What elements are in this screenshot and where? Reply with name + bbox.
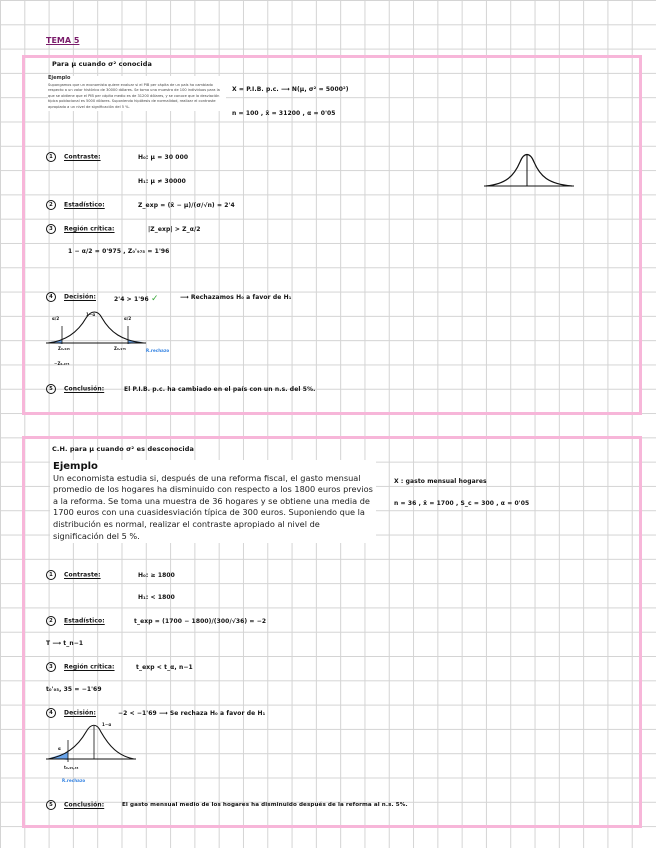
s1-diagram-right-crit: Z₀.₉₇₅ — [114, 346, 127, 351]
s1-diagram-left-crit-value: −Z₀.₉₇₅ — [54, 361, 70, 366]
s2-step-2-line-1: t_exp = (1700 − 1800)/(300/√36) = −2 — [134, 618, 267, 625]
s2-step-1-number: 1 — [46, 570, 56, 580]
s2-step-2-number: 2 — [46, 616, 56, 626]
s2-diagram-tail: α — [58, 746, 61, 751]
s2-step-1-line-2: H₁: < 1800 — [138, 594, 175, 601]
s2-rejection-region-diagram — [46, 720, 136, 764]
s1-step-3-line-2: 1 − α/2 = 0'975 , Z₀'₉₇₅ = 1'96 — [68, 248, 170, 255]
section-2-example-label: Ejemplo — [53, 461, 98, 472]
s1-step-2-line-1: Z_exp = (x̄ − μ)/(σ/√n) = 2'4 — [138, 202, 235, 209]
s2-step-5-line-1: El gasto mensual medio de los hogares ha disminuido después de la reforma al n.s. 5%. — [122, 802, 408, 808]
section-2-heading: C.H. para μ cuando σ² es desconocida — [52, 445, 195, 453]
s2-step-3-line-1: t_exp < t_α, n−1 — [136, 664, 193, 671]
s2-diagram-crit: t₀.₀₅,₃₅ — [64, 765, 79, 770]
s2-step-3-label: Región crítica: — [64, 663, 115, 671]
section-2-example — [50, 460, 376, 543]
s1-step-1-line-2: H₁: μ ≠ 30000 — [138, 178, 186, 185]
s2-given-2: n = 36 , x̄ = 1700 , S_c = 300 , α = 0'05 — [394, 500, 530, 507]
s2-step-3-number: 3 — [46, 662, 56, 672]
s1-diagram-center: 1−α — [86, 312, 96, 317]
s2-step-2-line-2: T ⟶ t_n−1 — [46, 640, 84, 647]
s1-step-2-number: 2 — [46, 200, 56, 210]
s2-step-1 — [46, 570, 101, 580]
s2-diagram-center: 1−α — [102, 722, 112, 727]
s1-step-2-label: Estadístico: — [64, 201, 105, 209]
s1-step-5-number: 5 — [46, 384, 56, 394]
page-title: TEMA 5 — [46, 36, 80, 45]
s2-step-4 — [46, 708, 96, 718]
s1-diagram-rejection-label: R.rechazo — [146, 348, 170, 353]
s1-rejection-region-diagram — [46, 306, 146, 346]
s1-normal-curve-sketch — [484, 146, 574, 192]
s2-step-2-label: Estadístico: — [64, 617, 105, 625]
s1-step-3-label: Región crítica: — [64, 225, 115, 233]
s1-diagram-left-crit: Z₀.₀₂₅ — [58, 346, 71, 351]
section-2-example-text: Un economista estudia si, después de una reforma fiscal, el gasto mensual promedio de los hogares ha disminuido con respecto a los 1800 euros previos a la reforma. Se toma una muestra de 36 hogares y se obtiene una media de 1700 euros con una cuasidesviación típica de 300 euros. Suponiendo que la distribución es normal, realizar el contraste apropiado al nivel de significación del 5 %. — [53, 472, 373, 541]
section-1-example — [48, 76, 226, 111]
s1-given-2: n = 100 , x̄ = 31200 , α = 0'05 — [232, 110, 336, 117]
s1-step-5 — [46, 384, 104, 394]
s1-step-5-label: Conclusión: — [64, 385, 105, 393]
s2-step-1-label: Contraste: — [64, 571, 101, 579]
s2-step-4-line-1: −2 < −1'69 ⟶ Se rechaza H₀ a favor de H₁ — [118, 710, 266, 717]
s1-step-2 — [46, 200, 105, 210]
s2-given-1: X : gasto mensual hogares — [394, 478, 487, 485]
s1-step-4-comparison: 2'4 > 1'96 — [114, 296, 149, 303]
s1-step-5-line-1: El P.I.B. p.c. ha cambiado en el país con un n.s. del 5%. — [124, 386, 316, 393]
s2-step-4-number: 4 — [46, 708, 56, 718]
s1-step-4-number: 4 — [46, 292, 56, 302]
s1-step-1-label: Contraste: — [64, 153, 101, 161]
s2-diagram-rejection-label: R.rechazo — [62, 778, 86, 783]
s2-step-4-label: Decisión: — [64, 709, 96, 717]
s1-given-1: X = P.I.B. p.c. ⟶ N(μ, σ² = 5000²) — [232, 86, 349, 93]
s1-step-3 — [46, 224, 115, 234]
s2-step-3-line-2: t₀'₀₅, 35 = −1'69 — [46, 686, 102, 693]
s1-step-4 — [46, 292, 96, 302]
s2-step-5-number: 5 — [46, 800, 56, 810]
s1-step-1-line-1: H₀: μ = 30 000 — [138, 154, 189, 161]
s1-step-1-number: 1 — [46, 152, 56, 162]
s1-step-3-line-1: |Z_exp| > Z_α/2 — [148, 226, 201, 233]
section-1-heading: Para μ cuando σ² conocida — [52, 60, 152, 68]
s2-step-3 — [46, 662, 115, 672]
s1-step-4-line-2: ⟶ Rechazamos H₀ a favor de H₁ — [180, 294, 292, 301]
section-1-example-label: Ejemplo — [48, 75, 71, 81]
s1-step-4-line-1 — [114, 294, 159, 304]
s1-step-3-number: 3 — [46, 224, 56, 234]
s2-step-2 — [46, 616, 105, 626]
section-1-example-text: Supongamos que un economista quiere evaluar si el PIB per cápita de un país ha cambiado respecto a un valor histórico de 30000 dólares. Se toma una muestra de 100 individuos para la que se obtiene que el PIB per cápita medio es de 31200 dólares, y se conoce que la desviación típica poblacional es 5000 dólares. Suponiendo hipótesis de normalidad, realizar el contraste apropiado a un nivel de significación del 5 %. — [48, 82, 220, 109]
s2-step-5 — [46, 800, 104, 810]
s1-step-4-label: Decisión: — [64, 293, 96, 301]
s1-diagram-right-tail: α/2 — [124, 316, 132, 321]
s1-step-1 — [46, 152, 101, 162]
checkmark-icon: ✓ — [150, 294, 159, 304]
s1-diagram-left-tail: α/2 — [52, 316, 60, 321]
s2-step-5-label: Conclusión: — [64, 801, 105, 809]
s2-step-1-line-1: H₀: ≥ 1800 — [138, 572, 175, 579]
